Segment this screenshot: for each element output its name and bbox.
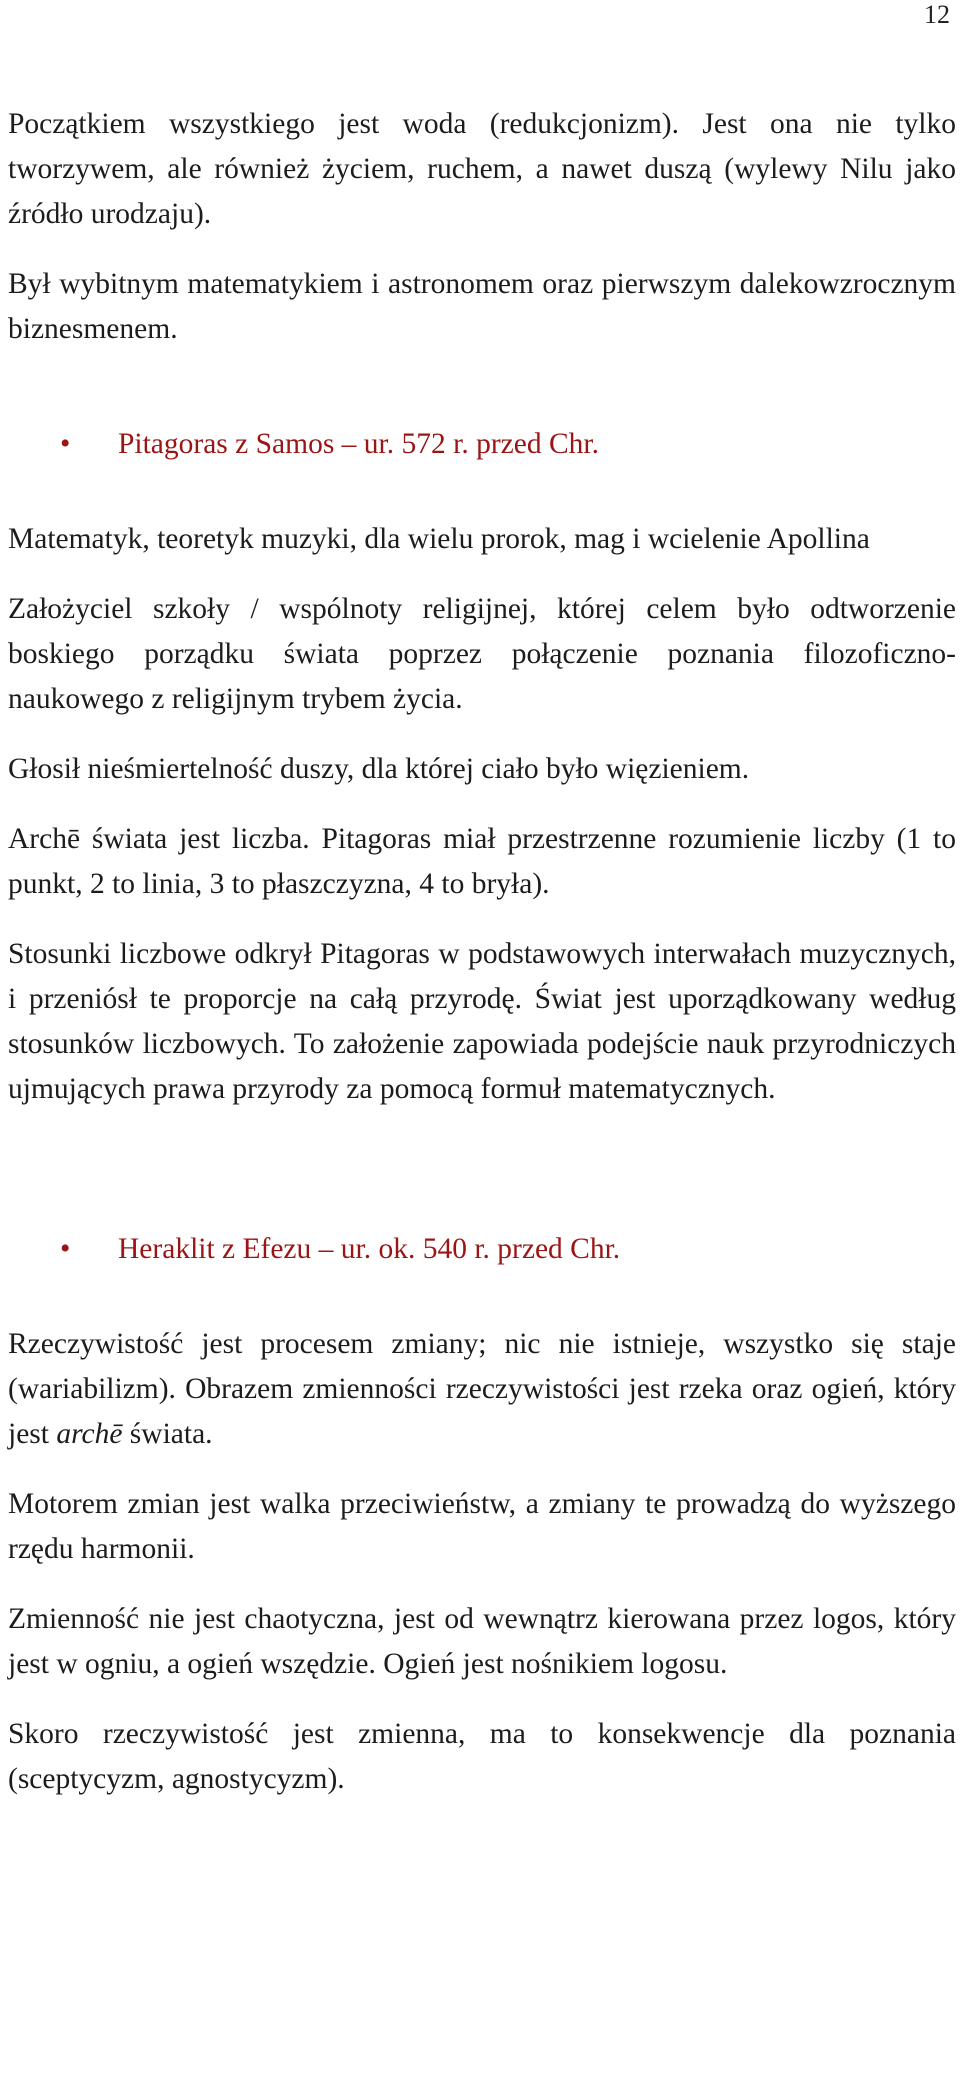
paragraph-heraklit-3: Zmienność nie jest chaotyczna, jest od wewnątrz kierowana przez logos, który jest w ogniu, a ogień wszędzie. Ogień jest nośnikiem logosu. (8, 1603, 956, 1680)
text-run: świata. (122, 1418, 213, 1450)
italic-term: archē (56, 1418, 123, 1450)
section-heading-pitagoras (8, 422, 956, 467)
paragraph-pitagoras-1: Matematyk, teoretyk muzyki, dla wielu prorok, mag i wcielenie Apollina (8, 523, 870, 555)
paragraph-pitagoras-4: Archē świata jest liczba. Pitagoras miał przestrzenne rozumienie liczby (1 to punkt, 2 to linia, 3 to płaszczyzna, 4 to bryła). (8, 823, 956, 900)
bullet-icon: • (60, 1233, 71, 1265)
paragraph-thales-arche: Początkiem wszystkiego jest woda (redukcjonizm). Jest ona nie tylko tworzywem, ale również życiem, ruchem, a nawet duszą (wylewy Nilu jako źródło urodzaju). (8, 108, 956, 230)
heading-text: Heraklit z Efezu – ur. ok. 540 r. przed Chr. (118, 1233, 621, 1265)
page-number: 12 (924, 0, 950, 29)
paragraph-pitagoras-2: Założyciel szkoły / wspólnoty religijnej, której celem było odtworzenie boskiego porządku świata poprzez połączenie poznania filozoficzno-naukowego z religijnym trybem życia. (8, 593, 956, 715)
heading-text: Pitagoras z Samos – ur. 572 r. przed Chr. (118, 428, 599, 460)
document-body (8, 102, 956, 1802)
bullet-icon: • (60, 428, 71, 460)
paragraph-heraklit-2: Motorem zmian jest walka przeciwieństw, a zmiany te prowadzą do wyższego rzędu harmonii. (8, 1488, 956, 1565)
paragraph-thales-bio: Był wybitnym matematykiem i astronomem oraz pierwszym dalekowzrocznym biznesmenem. (8, 268, 956, 345)
text-run: Rzeczywistość jest procesem zmiany; nic nie istnieje, wszystko się staje (wariabilizm). Obrazem zmienności rzeczywistości jest rzeka oraz ogień, który jest (8, 1328, 956, 1450)
paragraph-heraklit-1 (8, 1322, 956, 1457)
paragraph-heraklit-4: Skoro rzeczywistość jest zmienna, ma to konsekwencje dla poznania (sceptycyzm, agnostycyzm). (8, 1718, 956, 1795)
section-heading-heraklit (8, 1227, 956, 1272)
paragraph-pitagoras-5: Stosunki liczbowe odkrył Pitagoras w podstawowych interwałach muzycznych, i przeniósł te proporcje na całą przyrodę. Świat jest uporządkowany według stosunków liczbowych. To założenie zapowiada podejście nauk przyrodniczych ujmujących prawa przyrody za pomocą formuł matematycznych. (8, 938, 956, 1105)
paragraph-pitagoras-3: Głosił nieśmiertelność duszy, dla której ciało było więzieniem. (8, 753, 750, 785)
